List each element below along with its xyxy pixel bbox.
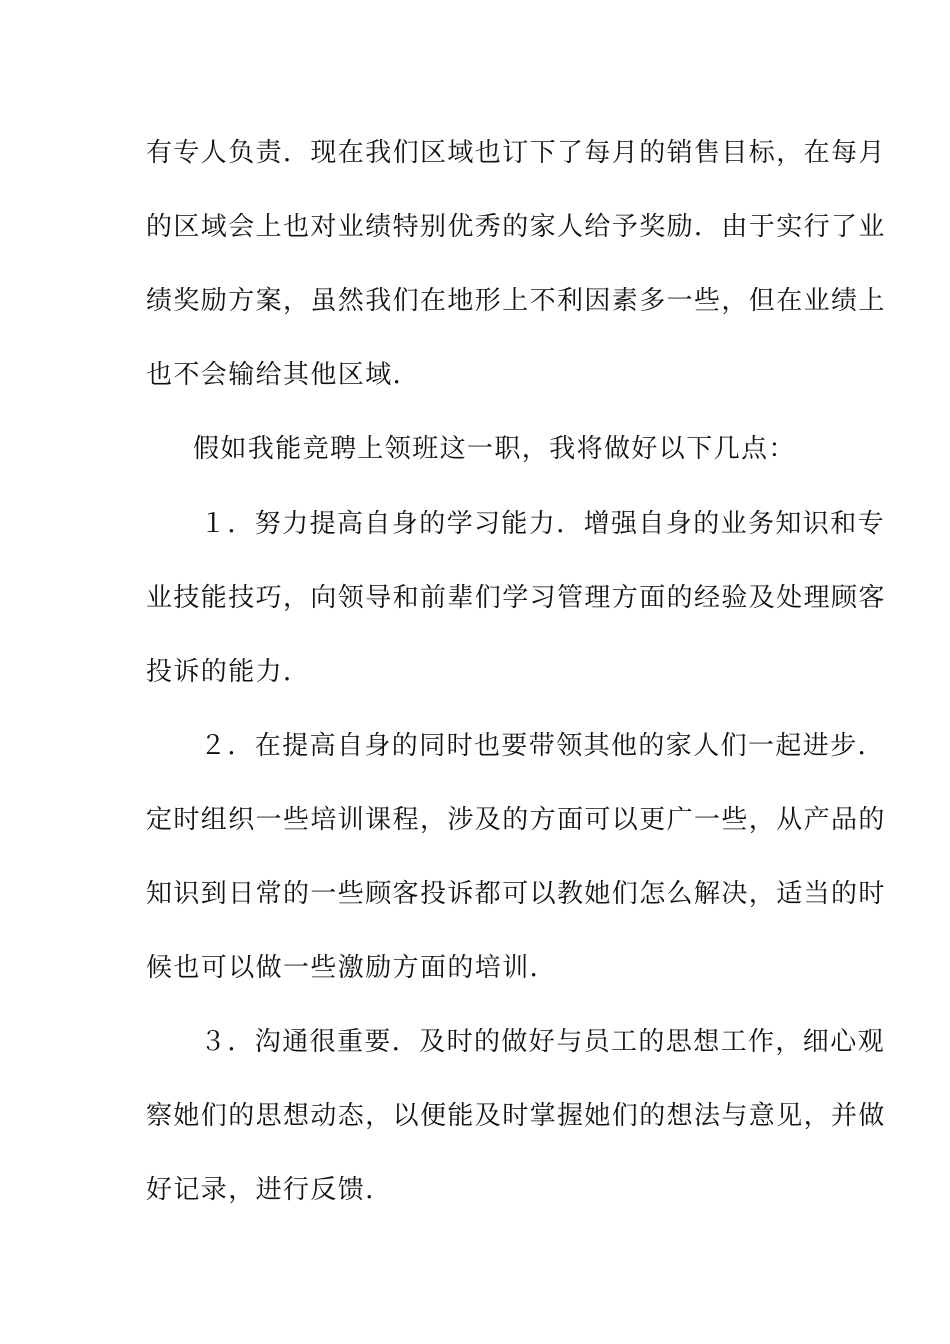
list-item-2-line: 定时组织一些培训课程，涉及的方面可以更广一些，从产品的 [146, 805, 886, 835]
list-item-2-line: 知识到日常的一些顾客投诉都可以教她们怎么解决，适当的时 [146, 879, 886, 909]
list-item-3-line: 察她们的思想动态，以便能及时掌握她们的想法与意见，并做 [146, 1101, 886, 1131]
list-item-3-line: ３．沟通很重要．及时的做好与员工的思想工作，细心观 [200, 1027, 886, 1057]
paragraph-line: 也不会输给其他区域． [146, 360, 421, 390]
paragraph-line: 绩奖励方案，虽然我们在地形上不利因素多一些，但在业绩上 [146, 286, 886, 316]
list-item-2-line: 候也可以做一些激励方面的培训． [146, 953, 558, 983]
paragraph-line: 的区域会上也对业绩特别优秀的家人给予奖励．由于实行了业 [146, 212, 886, 242]
list-item-3-line: 好记录，进行反馈． [146, 1175, 393, 1205]
list-item-1-line: 业技能技巧，向领导和前辈们学习管理方面的经验及处理顾客 [146, 583, 886, 613]
list-item-1-line: 投诉的能力． [146, 657, 311, 687]
paragraph-line: 假如我能竞聘上领班这一职，我将做好以下几点： [193, 434, 796, 464]
paragraph-line: 有专人负责．现在我们区域也订下了每月的销售目标，在每月 [146, 138, 886, 168]
list-item-2-line: ２．在提高自身的同时也要带领其他的家人们一起进步． [200, 731, 886, 761]
list-item-1-line: １．努力提高自身的学习能力．增强自身的业务知识和专 [200, 509, 886, 539]
